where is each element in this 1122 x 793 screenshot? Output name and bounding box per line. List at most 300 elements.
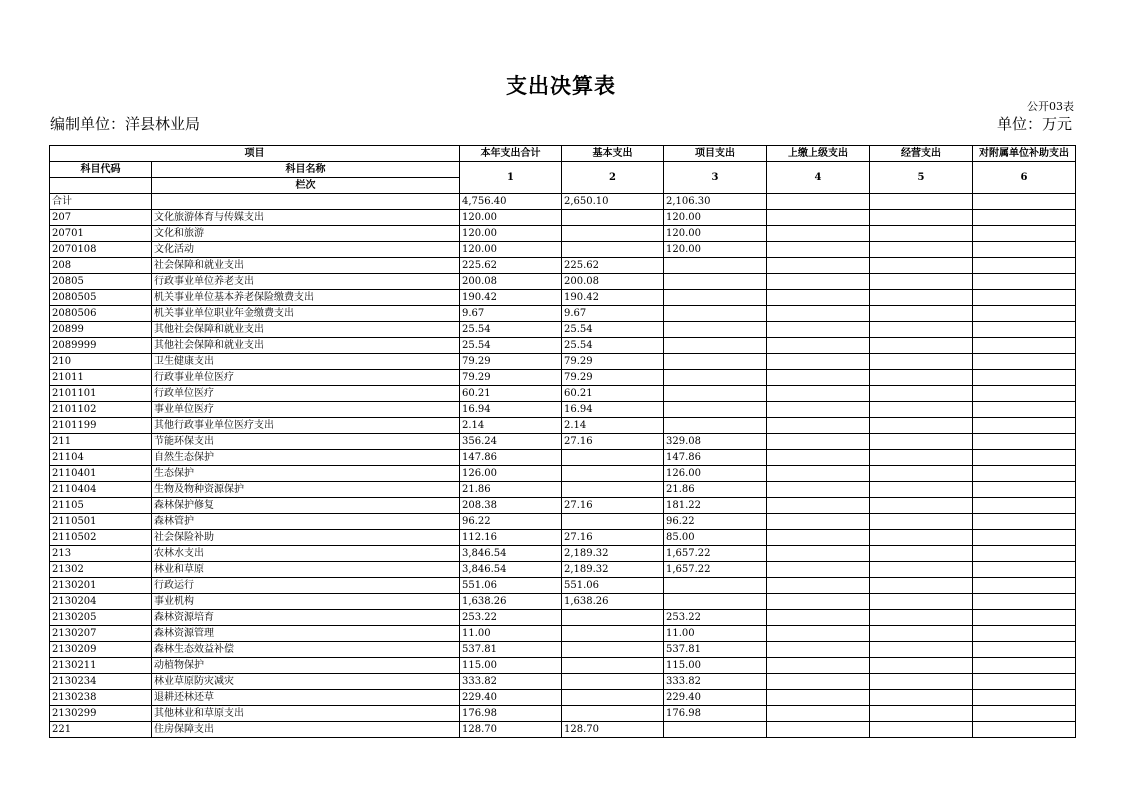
cell-empty [973,546,1076,562]
table-row [50,498,1076,514]
cell-empty [973,194,1076,210]
table-row [50,258,1076,274]
cell-code: 2130205 [50,610,152,626]
unit-label: 单位：万元 [996,115,1072,133]
cell-empty [870,578,973,594]
table-row [50,434,1076,450]
cell-empty [870,706,973,722]
cell-name: 机关事业单位职业年金缴费支出 [152,306,460,322]
cell-basic [562,514,664,530]
cell-proj [664,722,767,738]
table-row [50,338,1076,354]
cell-total: 229.40 [460,690,562,706]
cell-empty [767,386,870,402]
cell-proj: 11.00 [664,626,767,642]
cell-empty [973,498,1076,514]
cell-empty [973,226,1076,242]
cell-empty [767,274,870,290]
cell-basic: 190.42 [562,290,664,306]
col-num-5: 5 [870,162,973,194]
cell-empty [767,210,870,226]
header-project: 项目 [50,146,460,162]
cell-empty [767,418,870,434]
cell-empty [767,226,870,242]
cell-empty [870,242,973,258]
cell-empty [870,642,973,658]
cell-empty [870,322,973,338]
cell-empty [767,306,870,322]
table-row [50,386,1076,402]
cell-empty [973,690,1076,706]
cell-empty [973,578,1076,594]
col-num-3: 3 [664,162,767,194]
cell-total: 551.06 [460,578,562,594]
cell-code: 211 [50,434,152,450]
cell-code: 2130201 [50,578,152,594]
cell-empty [767,546,870,562]
table-row [50,690,1076,706]
cell-empty [767,674,870,690]
header-col: 栏次 [152,178,460,194]
cell-empty [767,690,870,706]
cell-total: 200.08 [460,274,562,290]
header-upper: 上缴上级支出 [767,146,870,162]
cell-basic [562,706,664,722]
cell-basic: 79.29 [562,370,664,386]
cell-empty [870,210,973,226]
cell-code: 221 [50,722,152,738]
cell-basic [562,610,664,626]
cell-name: 住房保障支出 [152,722,460,738]
cell-empty [973,290,1076,306]
cell-empty [973,450,1076,466]
cell-empty [767,290,870,306]
cell-name: 其他林业和草原支出 [152,706,460,722]
cell-name: 文化活动 [152,242,460,258]
cell-name: 文化和旅游 [152,226,460,242]
cell-name: 社会保险补助 [152,530,460,546]
col-num-4: 4 [767,162,870,194]
cell-empty [767,434,870,450]
cell-proj: 1,657.22 [664,562,767,578]
cell-total: 79.29 [460,354,562,370]
cell-empty [767,258,870,274]
cell-empty [973,402,1076,418]
cell-proj [664,354,767,370]
cell-basic: 60.21 [562,386,664,402]
table-row [50,658,1076,674]
cell-empty [870,674,973,690]
cell-name: 事业机构 [152,594,460,610]
cell-empty [973,274,1076,290]
cell-empty [870,482,973,498]
cell-total: 4,756.40 [460,194,562,210]
col-num-6: 6 [973,162,1076,194]
cell-proj: 229.40 [664,690,767,706]
header-code: 科目代码 [50,162,152,178]
cell-name: 行政运行 [152,578,460,594]
cell-proj: 2,106.30 [664,194,767,210]
cell-total: 147.86 [460,450,562,466]
cell-code: 208 [50,258,152,274]
cell-name: 农林水支出 [152,546,460,562]
header-total: 本年支出合计 [460,146,562,162]
header-code-blank [50,178,152,194]
cell-empty [767,466,870,482]
cell-code: 2130234 [50,674,152,690]
cell-empty [973,354,1076,370]
cell-empty [870,306,973,322]
cell-code: 2101199 [50,418,152,434]
cell-basic [562,626,664,642]
cell-empty [973,258,1076,274]
cell-code: 2080505 [50,290,152,306]
header-name: 科目名称 [152,162,460,178]
table-row [50,322,1076,338]
cell-code: 213 [50,546,152,562]
form-code: 公开03表 [1027,100,1074,113]
cell-name: 其他社会保障和就业支出 [152,338,460,354]
cell-basic [562,674,664,690]
table-row [50,530,1076,546]
cell-code: 21011 [50,370,152,386]
table-row [50,482,1076,498]
cell-code: 2110404 [50,482,152,498]
cell-total: 126.00 [460,466,562,482]
cell-empty [767,642,870,658]
cell-code: 21104 [50,450,152,466]
col-num-2: 2 [562,162,664,194]
cell-name: 生物及物种资源保护 [152,482,460,498]
org-label: 编制单位：洋县林业局 [50,115,201,133]
cell-empty [767,562,870,578]
cell-empty [870,722,973,738]
cell-empty [767,530,870,546]
header-subsidy: 对附属单位补助支出 [973,146,1076,162]
cell-basic: 128.70 [562,722,664,738]
cell-code: 207 [50,210,152,226]
cell-code: 2089999 [50,338,152,354]
cell-empty [767,354,870,370]
cell-name: 行政单位医疗 [152,386,460,402]
cell-empty [870,450,973,466]
cell-basic: 16.94 [562,402,664,418]
cell-empty [870,290,973,306]
cell-total: 79.29 [460,370,562,386]
cell-empty [870,194,973,210]
cell-code: 210 [50,354,152,370]
cell-empty [870,370,973,386]
table-row [50,722,1076,738]
header-basic: 基本支出 [562,146,664,162]
cell-total: 3,846.54 [460,546,562,562]
cell-empty [870,546,973,562]
table-row [50,546,1076,562]
cell-empty [767,610,870,626]
cell-name: 森林资源管理 [152,626,460,642]
cell-basic [562,642,664,658]
cell-empty [870,386,973,402]
cell-empty [870,658,973,674]
cell-name: 动植物保护 [152,658,460,674]
cell-total: 115.00 [460,658,562,674]
cell-basic: 225.62 [562,258,664,274]
cell-basic: 27.16 [562,434,664,450]
cell-basic: 200.08 [562,274,664,290]
page-title: 支出决算表 [506,73,616,98]
col-num-1: 1 [460,162,562,194]
table-row [50,210,1076,226]
cell-empty [973,482,1076,498]
cell-total: 537.81 [460,642,562,658]
table-row [50,354,1076,370]
cell-proj: 333.82 [664,674,767,690]
cell-proj: 96.22 [664,514,767,530]
cell-basic: 2,189.32 [562,546,664,562]
cell-empty [973,370,1076,386]
table-row [50,226,1076,242]
cell-basic [562,450,664,466]
cell-empty [870,690,973,706]
cell-empty [973,386,1076,402]
cell-empty [870,354,973,370]
cell-basic [562,466,664,482]
cell-code: 2101101 [50,386,152,402]
cell-proj: 120.00 [664,210,767,226]
cell-basic: 551.06 [562,578,664,594]
cell-name: 林业和草原 [152,562,460,578]
cell-code: 2110502 [50,530,152,546]
cell-proj: 1,657.22 [664,546,767,562]
table-row [50,674,1076,690]
cell-empty [767,498,870,514]
cell-code: 2130299 [50,706,152,722]
table-row [50,610,1076,626]
cell-empty [973,594,1076,610]
cell-proj: 329.08 [664,434,767,450]
cell-proj [664,338,767,354]
cell-empty [870,466,973,482]
header-business: 经营支出 [870,146,973,162]
cell-empty [973,210,1076,226]
cell-total: 25.54 [460,322,562,338]
cell-empty [973,722,1076,738]
cell-total: 3,846.54 [460,562,562,578]
cell-total: 112.16 [460,530,562,546]
cell-basic: 2,189.32 [562,562,664,578]
cell-proj: 126.00 [664,466,767,482]
cell-name: 自然生态保护 [152,450,460,466]
cell-empty [973,658,1076,674]
cell-name: 森林管护 [152,514,460,530]
cell-name: 行政事业单位医疗 [152,370,460,386]
cell-proj [664,402,767,418]
table-row [50,642,1076,658]
cell-empty [767,482,870,498]
table-row [50,370,1076,386]
cell-name: 机关事业单位基本养老保险缴费支出 [152,290,460,306]
cell-empty [870,418,973,434]
cell-proj [664,418,767,434]
cell-empty [767,338,870,354]
cell-empty [973,706,1076,722]
table-row [50,418,1076,434]
cell-total: 2.14 [460,418,562,434]
table-row [50,274,1076,290]
cell-empty [767,578,870,594]
cell-empty [767,626,870,642]
cell-empty [870,338,973,354]
cell-name: 其他社会保障和就业支出 [152,322,460,338]
cell-code: 2130204 [50,594,152,610]
cell-empty [973,642,1076,658]
cell-total: 190.42 [460,290,562,306]
cell-total: 333.82 [460,674,562,690]
cell-total: 128.70 [460,722,562,738]
cell-code: 20899 [50,322,152,338]
cell-empty [973,466,1076,482]
cell-name: 森林生态效益补偿 [152,642,460,658]
cell-proj [664,258,767,274]
cell-empty [767,242,870,258]
cell-basic: 27.16 [562,498,664,514]
cell-empty [870,562,973,578]
cell-empty [973,418,1076,434]
cell-code: 2130238 [50,690,152,706]
cell-empty [973,626,1076,642]
cell-proj [664,578,767,594]
cell-empty [767,194,870,210]
cell-empty [870,626,973,642]
table-row [50,562,1076,578]
cell-code: 2130209 [50,642,152,658]
cell-name: 事业单位医疗 [152,402,460,418]
cell-code: 合计 [50,194,152,210]
table-row [50,466,1076,482]
cell-empty [973,514,1076,530]
cell-basic: 2,650.10 [562,194,664,210]
header-project-exp: 项目支出 [664,146,767,162]
cell-total: 225.62 [460,258,562,274]
cell-empty [767,658,870,674]
cell-code: 2130207 [50,626,152,642]
cell-proj: 120.00 [664,226,767,242]
cell-empty [973,338,1076,354]
cell-proj [664,386,767,402]
cell-empty [973,322,1076,338]
cell-basic: 1,638.26 [562,594,664,610]
cell-total: 11.00 [460,626,562,642]
cell-code: 2080506 [50,306,152,322]
cell-proj: 21.86 [664,482,767,498]
cell-code: 20805 [50,274,152,290]
cell-empty [870,434,973,450]
cell-basic [562,242,664,258]
cell-total: 208.38 [460,498,562,514]
table-row [50,450,1076,466]
cell-proj [664,274,767,290]
cell-total: 21.86 [460,482,562,498]
cell-code: 2130211 [50,658,152,674]
cell-empty [973,306,1076,322]
cell-total: 25.54 [460,338,562,354]
cell-empty [870,594,973,610]
cell-code: 2070108 [50,242,152,258]
cell-empty [870,226,973,242]
cell-name: 行政事业单位养老支出 [152,274,460,290]
table-row [50,242,1076,258]
cell-proj: 115.00 [664,658,767,674]
cell-basic [562,482,664,498]
cell-empty [870,514,973,530]
cell-empty [767,402,870,418]
cell-total: 9.67 [460,306,562,322]
table-row [50,626,1076,642]
cell-basic [562,210,664,226]
cell-name: 卫生健康支出 [152,354,460,370]
cell-proj: 181.22 [664,498,767,514]
cell-empty [973,434,1076,450]
cell-total: 96.22 [460,514,562,530]
cell-empty [767,450,870,466]
cell-basic [562,226,664,242]
cell-basic: 9.67 [562,306,664,322]
cell-name [152,194,460,210]
cell-total: 120.00 [460,210,562,226]
cell-proj [664,594,767,610]
cell-total: 60.21 [460,386,562,402]
table-row [50,306,1076,322]
cell-empty [767,706,870,722]
cell-total: 16.94 [460,402,562,418]
cell-empty [973,610,1076,626]
cell-name: 社会保障和就业支出 [152,258,460,274]
cell-code: 2101102 [50,402,152,418]
cell-proj: 120.00 [664,242,767,258]
cell-proj [664,306,767,322]
cell-name: 森林保护修复 [152,498,460,514]
cell-proj [664,290,767,306]
cell-basic: 79.29 [562,354,664,370]
cell-empty [973,562,1076,578]
cell-empty [767,322,870,338]
cell-total: 356.24 [460,434,562,450]
table-row [50,514,1076,530]
table-row [50,194,1076,210]
cell-empty [870,274,973,290]
cell-basic: 27.16 [562,530,664,546]
cell-proj [664,322,767,338]
cell-total: 176.98 [460,706,562,722]
cell-name: 节能环保支出 [152,434,460,450]
cell-code: 21105 [50,498,152,514]
cell-name: 文化旅游体育与传媒支出 [152,210,460,226]
cell-code: 2110401 [50,466,152,482]
cell-proj: 147.86 [664,450,767,466]
cell-code: 2110501 [50,514,152,530]
cell-proj: 85.00 [664,530,767,546]
cell-empty [767,594,870,610]
cell-empty [870,402,973,418]
cell-empty [870,258,973,274]
cell-total: 253.22 [460,610,562,626]
table-row [50,578,1076,594]
cell-basic: 25.54 [562,322,664,338]
cell-total: 120.00 [460,226,562,242]
cell-name: 森林资源培育 [152,610,460,626]
cell-basic: 25.54 [562,338,664,354]
table-row [50,290,1076,306]
